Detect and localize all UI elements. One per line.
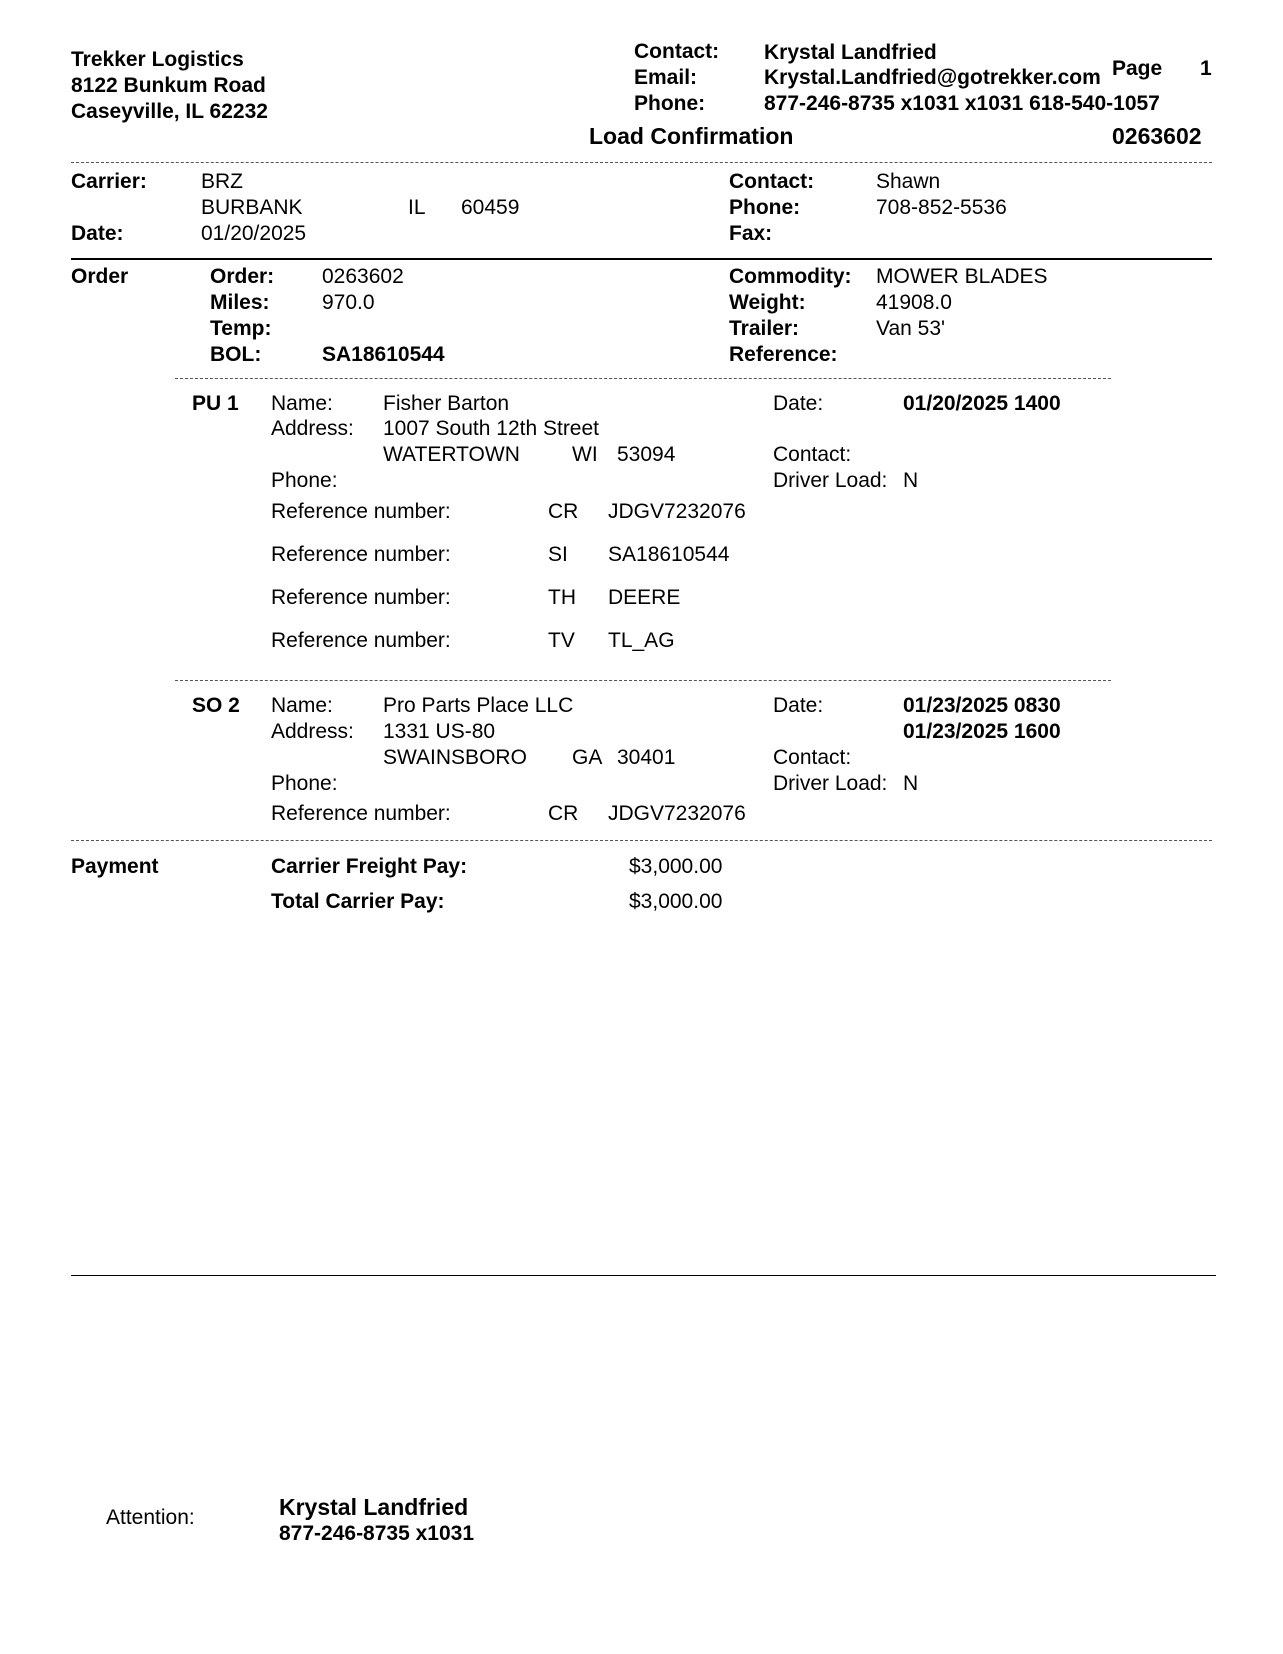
order-number: 0263602 — [322, 265, 404, 288]
company-address-line2: Caseyville, IL 62232 — [71, 100, 268, 123]
pickup-date: 01/20/2025 1400 — [903, 392, 1061, 415]
pickup-ref-code-1: CR — [548, 500, 579, 523]
carrier-contact-label: Contact: — [729, 170, 815, 193]
bol-value: SA18610544 — [322, 343, 445, 366]
pickup-ref-label-4: Reference number: — [271, 629, 451, 652]
dropoff-date-end: 01/23/2025 1600 — [903, 720, 1061, 743]
bol-label: BOL: — [210, 343, 262, 366]
order-section-label: Order — [71, 265, 129, 288]
order-label: Order: — [210, 265, 275, 288]
commodity-label: Commodity: — [729, 265, 852, 288]
page-number: 1 — [1200, 57, 1212, 80]
company-address-line1: 8122 Bunkum Road — [71, 74, 266, 97]
carrier-name: BRZ — [201, 170, 243, 193]
pickup-street: 1007 South 12th Street — [383, 417, 599, 440]
pickup-ref-label-3: Reference number: — [271, 586, 451, 609]
carrier-label: Carrier: — [71, 170, 147, 193]
dropoff-city: SWAINSBORO — [383, 746, 527, 769]
signature-divider — [71, 1275, 1216, 1276]
carrier-zip: 60459 — [461, 196, 520, 219]
header-phone-label: Phone: — [634, 92, 706, 115]
attention-label: Attention: — [106, 1506, 195, 1529]
total-pay-label: Total Carrier Pay: — [271, 890, 445, 913]
carrier-phone-label: Phone: — [729, 196, 801, 219]
pickup-ref-value-1: JDGV7232076 — [608, 500, 746, 523]
header-contact-label: Contact: — [634, 40, 720, 63]
trailer-value: Van 53' — [876, 317, 946, 340]
dropoff-ref-value-1: JDGV7232076 — [608, 802, 746, 825]
carrier-contact: Shawn — [876, 170, 941, 193]
header-email-value[interactable]: Krystal.Landfried@gotrekker.com — [764, 66, 1101, 89]
attention-name: Krystal Landfried — [279, 1494, 469, 1520]
page-label: Page — [1112, 57, 1163, 80]
pickup-contact-label: Contact: — [773, 443, 852, 466]
pickup-address-label: Address: — [271, 417, 354, 440]
miles-label: Miles: — [210, 291, 270, 314]
dropoff-date-label: Date: — [773, 694, 824, 717]
stop-divider — [175, 680, 1111, 681]
carrier-city: BURBANK — [201, 196, 303, 219]
attention-phone: 877-246-8735 x1031 — [279, 1522, 475, 1545]
pickup-driver-load-label: Driver Load: — [773, 469, 888, 492]
carrier-date: 01/20/2025 — [201, 222, 307, 245]
pickup-name: Fisher Barton — [383, 392, 510, 415]
carrier-phone: 708-852-5536 — [876, 196, 1007, 219]
pickup-driver-load: N — [903, 469, 919, 492]
weight-value: 41908.0 — [876, 291, 952, 314]
document-title: Load Confirmation — [589, 123, 794, 149]
pickup-ref-value-4: TL_AG — [608, 629, 675, 652]
miles-value: 970.0 — [322, 291, 375, 314]
header-divider — [71, 162, 1212, 163]
pickup-zip: 53094 — [617, 443, 676, 466]
weight-label: Weight: — [729, 291, 806, 314]
pickup-ref-code-4: TV — [548, 629, 575, 652]
dropoff-date-start: 01/23/2025 0830 — [903, 694, 1061, 717]
carrier-state: IL — [408, 196, 426, 219]
freight-pay-value: $3,000.00 — [629, 855, 723, 878]
dropoff-state: GA — [572, 746, 603, 769]
dropoff-zip: 30401 — [617, 746, 676, 769]
pickup-code: PU 1 — [192, 392, 239, 415]
payment-section-label: Payment — [71, 855, 159, 878]
pickup-name-label: Name: — [271, 392, 333, 415]
pickup-ref-label-1: Reference number: — [271, 500, 451, 523]
payment-divider — [71, 840, 1212, 841]
dropoff-address-label: Address: — [271, 720, 354, 743]
header-contact-value: Krystal Landfried — [764, 41, 937, 64]
dropoff-ref-label-1: Reference number: — [271, 802, 451, 825]
dropoff-phone-label: Phone: — [271, 772, 338, 795]
pickup-city: WATERTOWN — [383, 443, 520, 466]
carrier-date-label: Date: — [71, 222, 124, 245]
pickup-ref-code-3: TH — [548, 586, 576, 609]
dropoff-driver-load-label: Driver Load: — [773, 772, 888, 795]
carrier-divider — [71, 258, 1212, 260]
commodity-value: MOWER BLADES — [876, 265, 1048, 288]
pickup-state: WI — [572, 443, 598, 466]
reference-label: Reference: — [729, 343, 838, 366]
freight-pay-label: Carrier Freight Pay: — [271, 855, 468, 878]
dropoff-name: Pro Parts Place LLC — [383, 694, 574, 717]
dropoff-contact-label: Contact: — [773, 746, 852, 769]
header-email-label: Email: — [634, 66, 698, 89]
pickup-ref-value-3: DEERE — [608, 586, 681, 609]
document-number: 0263602 — [1112, 123, 1202, 149]
carrier-fax-label: Fax: — [729, 222, 773, 245]
pickup-date-label: Date: — [773, 392, 824, 415]
header-phone-value: 877-246-8735 x1031 x1031 618-540-1057 — [764, 92, 1160, 115]
dropoff-driver-load: N — [903, 772, 919, 795]
pickup-ref-label-2: Reference number: — [271, 543, 451, 566]
trailer-label: Trailer: — [729, 317, 800, 340]
temp-label: Temp: — [210, 317, 272, 340]
dropoff-street: 1331 US-80 — [383, 720, 496, 743]
dropoff-code: SO 2 — [192, 694, 240, 717]
total-pay-value: $3,000.00 — [629, 890, 723, 913]
pickup-ref-value-2: SA18610544 — [608, 543, 730, 566]
pickup-phone-label: Phone: — [271, 469, 338, 492]
pickup-ref-code-2: SI — [548, 543, 568, 566]
order-divider — [175, 378, 1111, 379]
dropoff-name-label: Name: — [271, 694, 333, 717]
dropoff-ref-code-1: CR — [548, 802, 579, 825]
company-name: Trekker Logistics — [71, 48, 244, 71]
